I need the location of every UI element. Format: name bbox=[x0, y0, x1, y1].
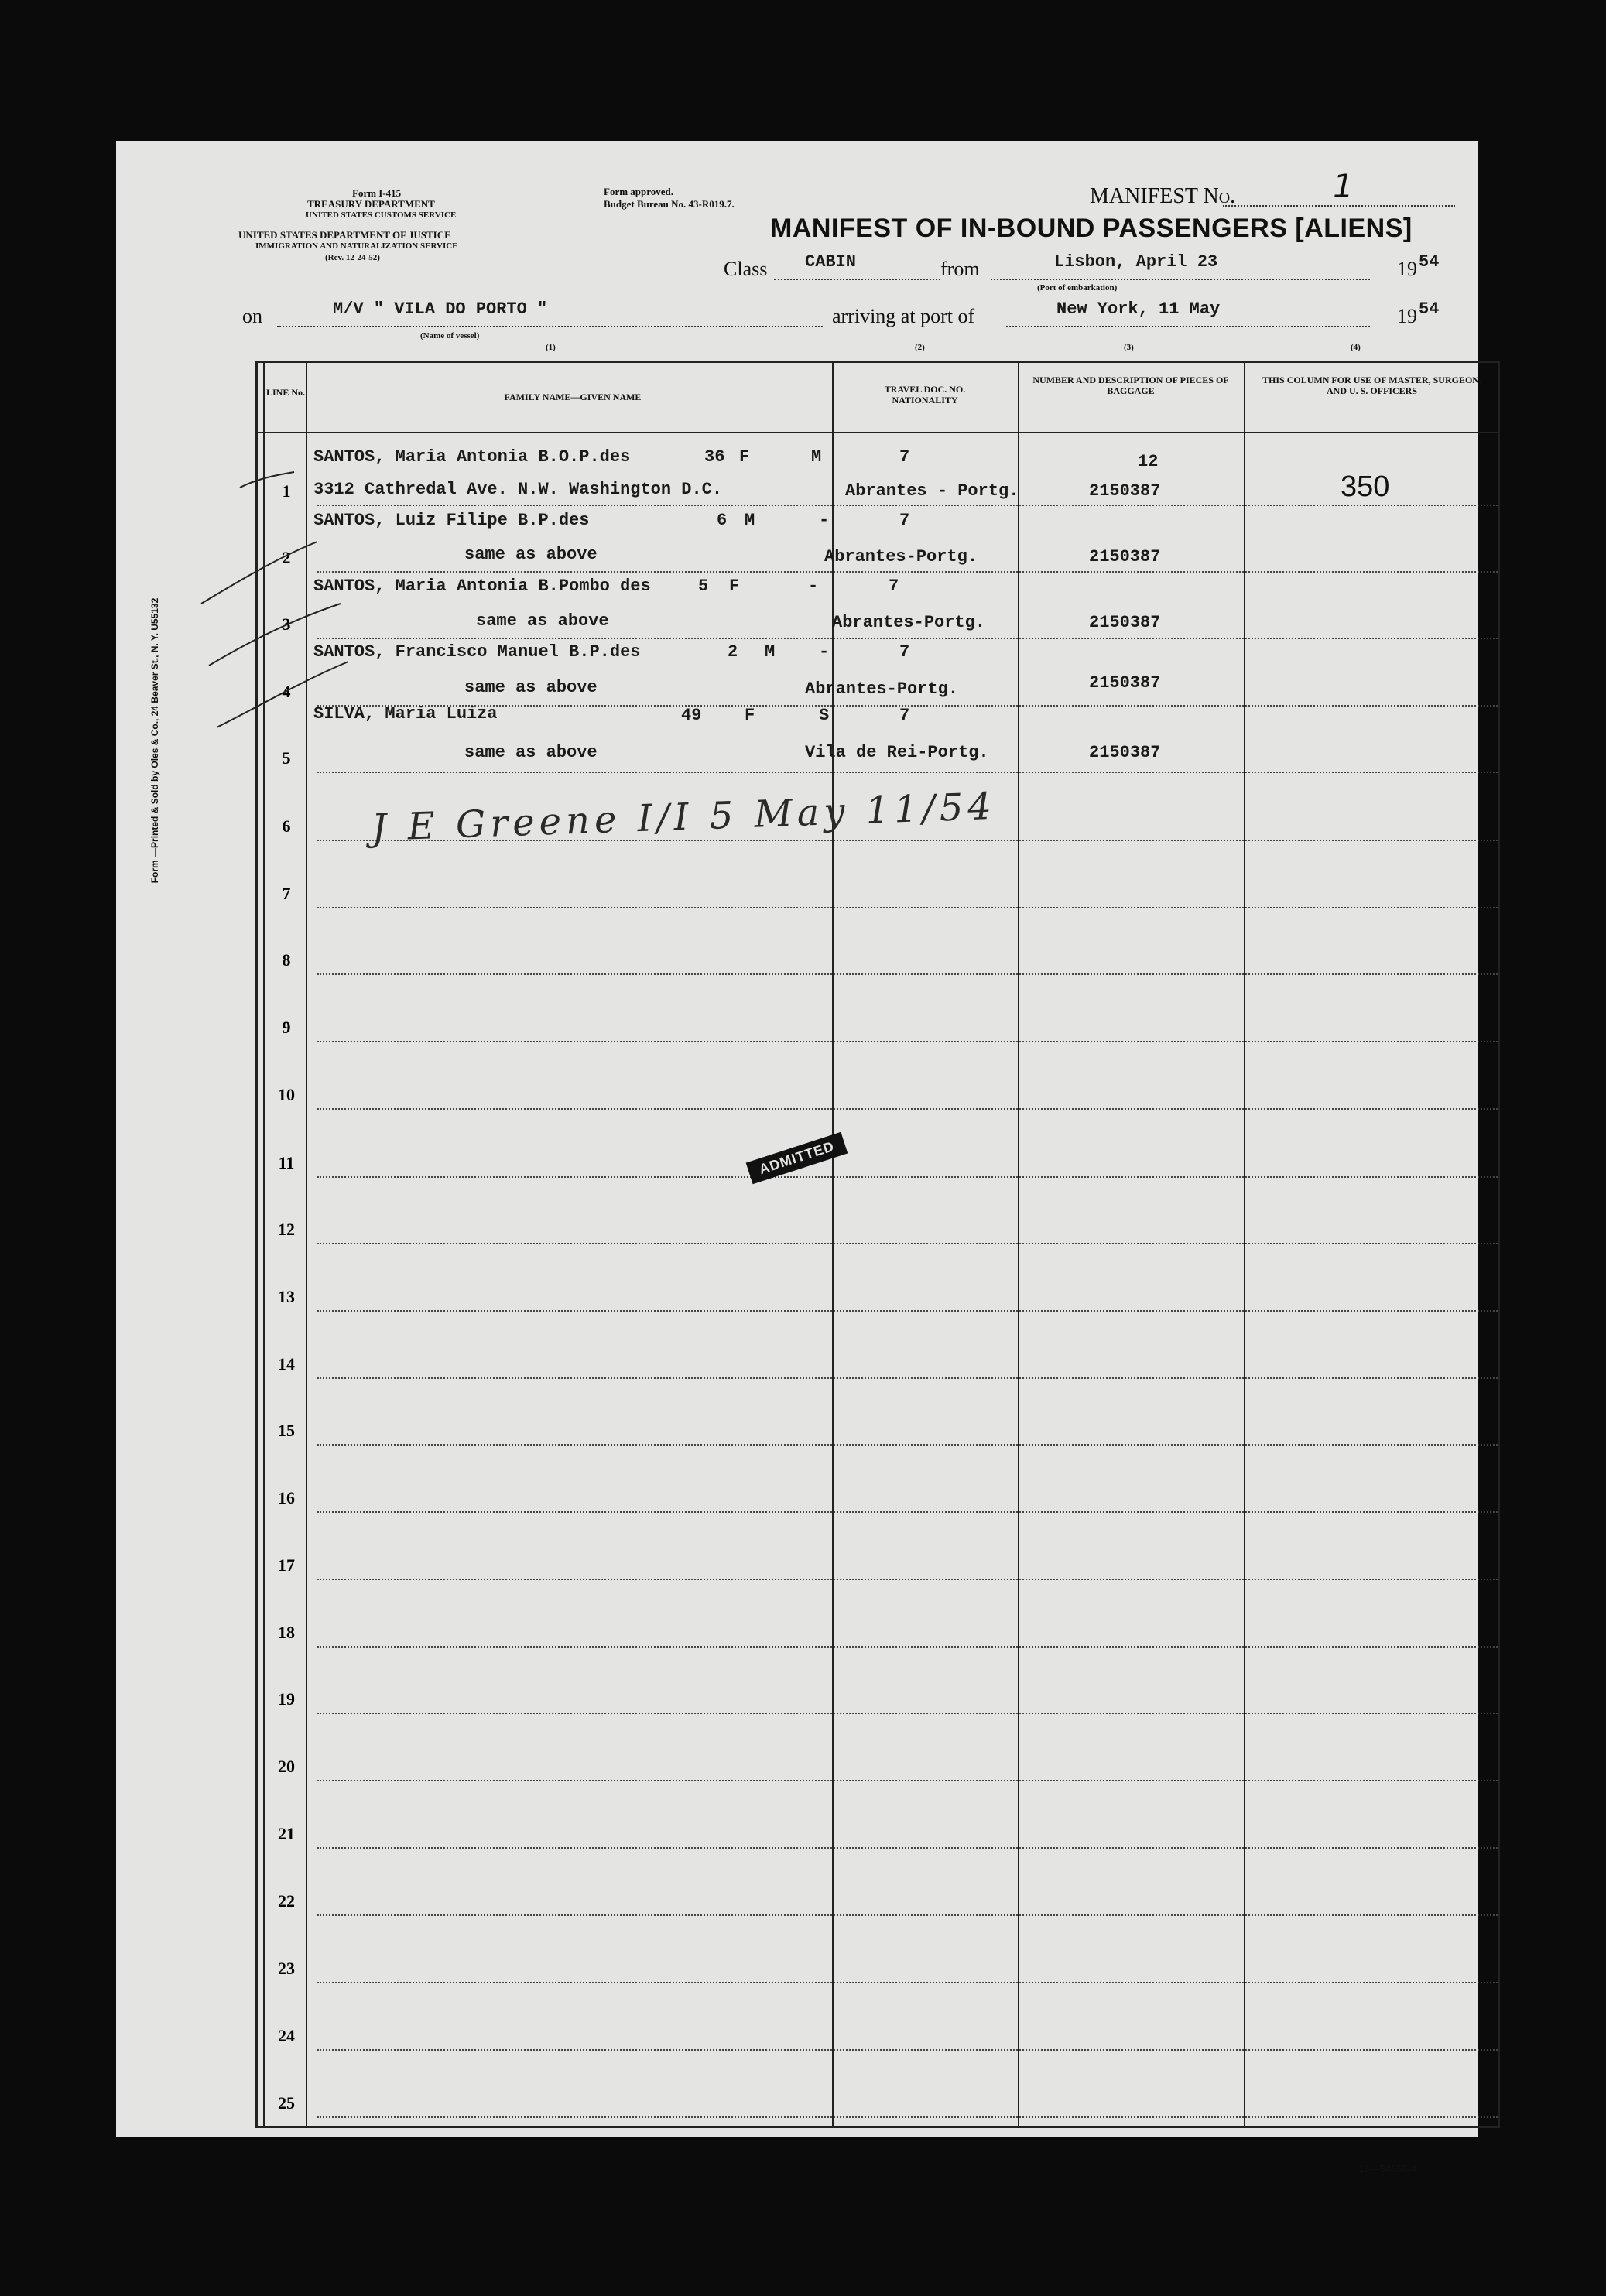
line-number: 4 bbox=[282, 682, 291, 701]
row-line bbox=[317, 1310, 1498, 1312]
row-line bbox=[317, 1914, 1498, 1916]
year-prefix-1: 19 bbox=[1397, 258, 1417, 280]
budget-number: Budget Bureau No. 43-R019.7. bbox=[604, 198, 735, 210]
column-header-line-no: LINE No. bbox=[265, 387, 305, 398]
manifest-number-line bbox=[1223, 205, 1455, 207]
column-number-1: (1) bbox=[546, 343, 556, 352]
class-value: CABIN bbox=[805, 252, 857, 272]
justice-label: UNITED STATES DEPARTMENT OF JUSTICE bbox=[238, 229, 451, 241]
passenger-sex: F bbox=[745, 706, 755, 725]
line-number: 7 bbox=[282, 884, 291, 903]
footer-code: 16—54550-4 bbox=[1358, 2163, 1417, 2175]
year-prefix-2: 19 bbox=[1397, 305, 1417, 327]
line-number: 1 bbox=[282, 481, 291, 501]
row-line bbox=[317, 973, 1498, 975]
baggage-number: 2150387 bbox=[1089, 547, 1161, 566]
line-number: 6 bbox=[282, 816, 291, 836]
row-line bbox=[317, 505, 1498, 506]
travel-doc-number: 7 bbox=[899, 706, 910, 725]
arrival-port: New York, 11 May bbox=[1056, 299, 1221, 319]
row-line bbox=[317, 1176, 1498, 1178]
baggage-number: 2150387 bbox=[1089, 673, 1161, 693]
passenger-marital-status: - bbox=[808, 577, 819, 596]
nationality: Abrantes-Portg. bbox=[832, 613, 986, 632]
passenger-sex: F bbox=[729, 577, 740, 596]
customs-label: UNITED STATES CUSTOMS SERVICE bbox=[306, 210, 457, 220]
on-label: on bbox=[242, 305, 262, 327]
nationality: Abrantes-Portg. bbox=[824, 547, 978, 566]
nationality: Abrantes-Portg. bbox=[805, 679, 959, 699]
line-number: 24 bbox=[278, 2026, 295, 2045]
arriving-label: arriving at port of bbox=[832, 305, 975, 327]
class-line bbox=[774, 279, 940, 280]
row-line bbox=[317, 1713, 1498, 1714]
manifest-number-label: MANIFEST No. bbox=[1090, 184, 1236, 208]
passenger-age: 2 bbox=[728, 642, 738, 662]
passenger-address: same as above bbox=[476, 611, 609, 631]
travel-doc-number: 7 bbox=[889, 577, 899, 596]
baggage-number: 2150387 bbox=[1089, 481, 1161, 501]
column-header-name: FAMILY NAME—GIVEN NAME bbox=[504, 392, 642, 402]
column-number-3: (3) bbox=[1124, 343, 1134, 352]
manifest-sheet bbox=[116, 141, 1478, 2137]
row-line bbox=[317, 1511, 1498, 1513]
line-number: 5 bbox=[282, 748, 291, 768]
vessel-name: M/V " VILA DO PORTO " bbox=[333, 299, 548, 319]
vessel-line bbox=[277, 326, 823, 327]
arrival-line bbox=[1006, 326, 1370, 327]
line-number: 15 bbox=[278, 1421, 295, 1440]
row-line bbox=[317, 1444, 1498, 1446]
row-line bbox=[317, 1108, 1498, 1110]
year-2: 54 bbox=[1419, 299, 1440, 319]
line-number: 8 bbox=[282, 950, 291, 970]
year-1: 54 bbox=[1419, 252, 1440, 272]
passenger-age: 49 bbox=[681, 706, 702, 725]
passenger-sex: M bbox=[765, 642, 776, 662]
row-line bbox=[317, 1982, 1498, 1983]
column-header-travel: TRAVEL DOC. NO. NATIONALITY bbox=[884, 384, 966, 405]
row-line bbox=[317, 1377, 1498, 1379]
row-line bbox=[317, 1847, 1498, 1849]
baggage-number: 2150387 bbox=[1089, 613, 1161, 632]
rev-label: (Rev. 12-24-52) bbox=[325, 253, 380, 262]
line-number: 22 bbox=[278, 1891, 295, 1911]
row-line bbox=[317, 907, 1498, 908]
nationality: Abrantes - Portg. bbox=[845, 481, 1019, 501]
line-number: 17 bbox=[278, 1555, 295, 1575]
column-divider-baggage bbox=[1244, 361, 1245, 2128]
passenger-marital-status: - bbox=[819, 642, 830, 662]
line-number: 11 bbox=[278, 1153, 295, 1172]
passenger-marital-status: - bbox=[819, 511, 830, 530]
passenger-name: SILVA, Maria Luiza bbox=[313, 704, 498, 724]
line-number: 16 bbox=[278, 1488, 295, 1507]
printer-imprint: Form —Printed & Sold by Oles & Co., 24 Beaver St., N. Y. U55132 bbox=[149, 597, 160, 884]
line-number: 20 bbox=[278, 1757, 295, 1776]
row-line bbox=[317, 1243, 1498, 1244]
travel-doc-number: 7 bbox=[899, 511, 910, 530]
passenger-age: 6 bbox=[717, 511, 728, 530]
passenger-marital-status: S bbox=[819, 706, 830, 725]
port-of-embarkation: Lisbon, April 23 bbox=[1054, 252, 1218, 272]
officer-note: 350 bbox=[1341, 470, 1390, 503]
passenger-address: 3312 Cathredal Ave. N.W. Washington D.C. bbox=[313, 480, 723, 499]
passenger-address: same as above bbox=[464, 545, 598, 564]
line-number: 13 bbox=[278, 1287, 295, 1306]
travel-doc-number: 7 bbox=[899, 642, 910, 662]
inspector-signature: J E Greene I/I 5 May 11/54 bbox=[371, 784, 997, 850]
line-number: 9 bbox=[282, 1018, 291, 1037]
table-header-border bbox=[255, 432, 1499, 433]
travel-doc-number: 7 bbox=[899, 447, 910, 467]
row-line bbox=[317, 1041, 1498, 1042]
passenger-name: SANTOS, Francisco Manuel B.P.des bbox=[313, 642, 641, 662]
line-number: 10 bbox=[278, 1085, 295, 1104]
row-line bbox=[317, 2049, 1498, 2051]
vessel-caption: (Name of vessel) bbox=[420, 331, 480, 340]
pen-marks bbox=[193, 464, 441, 774]
table-bottom-border bbox=[255, 2126, 1499, 2128]
column-number-2: (2) bbox=[915, 343, 925, 352]
from-label: from bbox=[940, 258, 980, 280]
passenger-sex: M bbox=[745, 511, 755, 530]
baggage-count: 12 bbox=[1138, 452, 1159, 471]
line-number: 3 bbox=[282, 614, 291, 634]
baggage-number: 2150387 bbox=[1089, 743, 1161, 762]
passenger-age: 36 bbox=[704, 447, 725, 467]
class-label: Class bbox=[724, 258, 768, 280]
passenger-address: same as above bbox=[464, 743, 598, 762]
line-number: 25 bbox=[278, 2093, 295, 2113]
row-line bbox=[317, 1780, 1498, 1781]
line-number: 14 bbox=[278, 1354, 295, 1374]
manifest-title: MANIFEST OF IN-BOUND PASSENGERS [ALIENS] bbox=[770, 214, 1413, 243]
passenger-address: same as above bbox=[464, 678, 598, 697]
row-line bbox=[317, 1579, 1498, 1580]
row-line bbox=[317, 772, 1498, 773]
column-header-officers: THIS COLUMN FOR USE OF MASTER, SURGEON, AND U. S. OFFICERS bbox=[1262, 375, 1481, 396]
passenger-name: SANTOS, Maria Antonia B.Pombo des bbox=[313, 577, 651, 596]
treasury-label: TREASURY DEPARTMENT bbox=[307, 198, 435, 210]
column-divider-travel bbox=[1018, 361, 1019, 2128]
passenger-name: SANTOS, Luiz Filipe B.P.des bbox=[313, 511, 590, 530]
admitted-stamp: ADMITTED bbox=[746, 1132, 848, 1184]
line-number: 23 bbox=[278, 1959, 295, 1978]
row-line bbox=[317, 638, 1498, 639]
line-number: 19 bbox=[278, 1689, 295, 1709]
passenger-marital-status: M bbox=[811, 447, 822, 467]
nationality: Vila de Rei-Portg. bbox=[805, 743, 989, 762]
row-line bbox=[317, 571, 1498, 573]
ins-label: IMMIGRATION AND NATURALIZATION SERVICE bbox=[255, 241, 458, 251]
line-number: 18 bbox=[278, 1623, 295, 1642]
from-line bbox=[991, 279, 1370, 280]
passenger-name: SANTOS, Maria Antonia B.O.P.des bbox=[313, 447, 631, 467]
table-right-border bbox=[1498, 361, 1500, 2128]
line-number: 12 bbox=[278, 1220, 295, 1239]
row-line bbox=[317, 2116, 1498, 2118]
manifest-number: 1 bbox=[1333, 167, 1354, 205]
passenger-sex: F bbox=[739, 447, 750, 467]
column-number-4: (4) bbox=[1351, 343, 1361, 352]
column-header-baggage: NUMBER AND DESCRIPTION OF PIECES OF BAGGAGE bbox=[1032, 375, 1229, 396]
embark-caption: (Port of embarkation) bbox=[1037, 283, 1118, 293]
line-number: 21 bbox=[278, 1824, 295, 1843]
table-top-border bbox=[255, 361, 1499, 363]
passenger-age: 5 bbox=[698, 577, 709, 596]
form-approved: Form approved. bbox=[604, 186, 674, 197]
row-line bbox=[317, 1646, 1498, 1648]
line-number: 2 bbox=[282, 548, 291, 567]
form-number: Form I-415 bbox=[352, 187, 402, 199]
